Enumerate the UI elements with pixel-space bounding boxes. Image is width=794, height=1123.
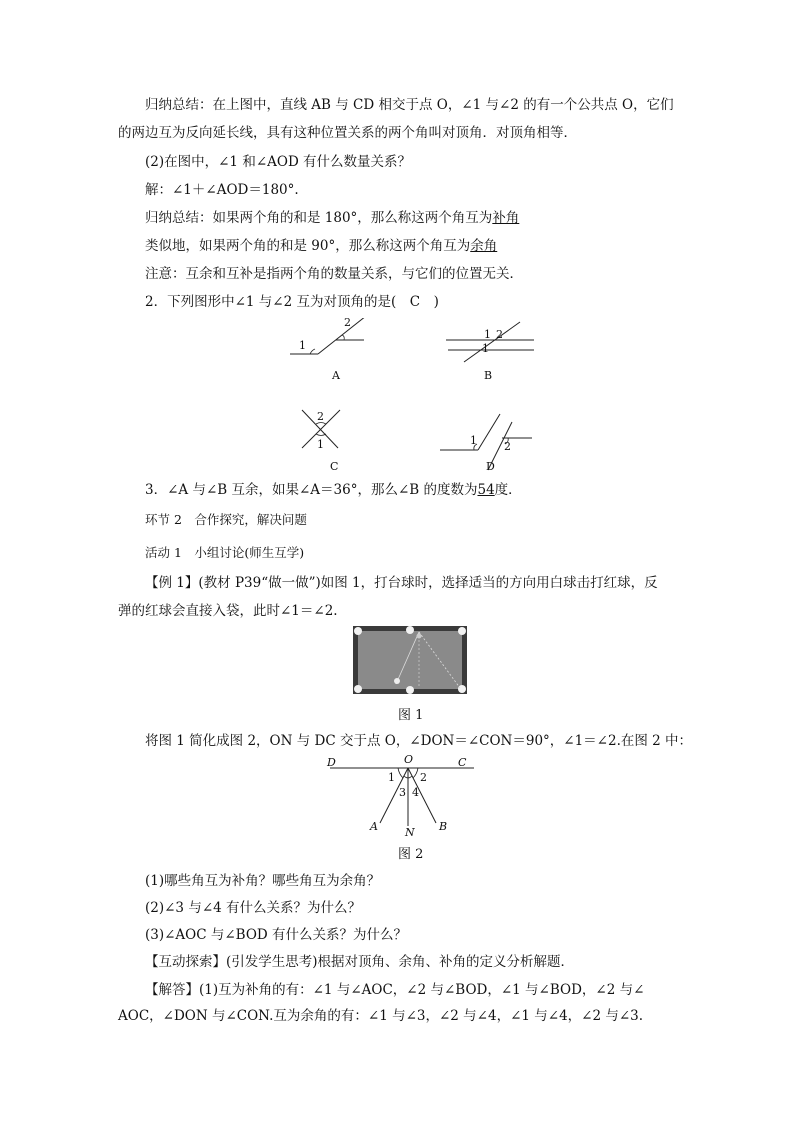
example-1-line2: 弹的红球会直接入袋，此时∠1＝∠2.	[118, 603, 338, 619]
figure-b-label-2: 2	[496, 328, 503, 341]
figure-2-label-b: B	[439, 820, 448, 833]
complementary-definition-text: 类似地，如果两个角的和是 90°，那么称这两个角互为	[145, 238, 471, 254]
supplementary-definition	[145, 208, 519, 228]
figure-a-label-2: 2	[344, 316, 351, 329]
example-1-line1: 【例 1】(教材 P39“做一做”)如图 1，打台球时，选择适当的方向用白球击打红球，反	[145, 575, 658, 591]
figure-2-label-3: 3	[399, 786, 406, 799]
figure-1-billiard-table	[353, 626, 467, 694]
note-text: 注意：互余和互补是指两个角的数量关系，与它们的位置无关．	[145, 266, 523, 282]
figure-2-label-c: C	[458, 756, 467, 769]
figure-d-label-1: 1	[470, 434, 477, 447]
question-3	[145, 480, 522, 500]
simplify-text: 将图 1 简化成图 2，ON 与 DC 交于点 O，∠DON＝∠CON＝90°，∠1＝∠2.在图 2 中：	[145, 733, 693, 749]
figure-2-label-a: A	[370, 820, 378, 833]
figure-2-caption: 图 2	[398, 847, 424, 862]
figure-2-label-4: 4	[412, 786, 419, 799]
summary-paragraph-line1: 归纳总结：在上图中，直线 AB 与 CD 相交于点 O，∠1 与∠2 的有一个公共点 O，它们	[145, 97, 674, 113]
answer-line1: 【解答】(1)互为补角的有：∠1 与∠AOC，∠2 与∠BOD，∠1 与∠BOD，∠2 与∠	[145, 982, 645, 998]
figure-b-label-1: 1	[484, 328, 491, 341]
figure-b-caption: B	[484, 369, 493, 382]
figure-2-label-o: O	[404, 753, 414, 766]
figure-c-caption: C	[330, 460, 339, 473]
figure-2-label-2: 2	[420, 771, 427, 784]
figure-d-label-2: 2	[504, 440, 511, 453]
question-3-text: 3．∠A 与∠B 互余，如果∠A＝36°，那么∠B 的度数为	[145, 482, 478, 498]
complementary-definition	[145, 236, 497, 256]
figure-2-label-n: N	[405, 826, 415, 839]
complementary-term: 余角	[470, 238, 498, 254]
question-2-text: (2)在图中，∠1 和∠AOD 有什么数量关系？	[145, 154, 412, 170]
section-title: 环节 2 合作探究，解决问题	[145, 512, 307, 527]
figure-c-label-1: 1	[317, 438, 324, 451]
choice-figures	[288, 318, 536, 476]
interactive-exploration: 【互动探索】(引发学生思考)根据对顶角、余角、补角的定义分析解题．	[145, 954, 575, 970]
question-2-choice: 2．下列图形中∠1 与∠2 互为对顶角的是( C )	[145, 294, 439, 310]
figure-d-caption: D	[486, 460, 495, 473]
sub-question-2: (2)∠3 与∠4 有什么关系？为什么？	[145, 900, 362, 916]
activity-title: 活动 1 小组讨论(师生互学)	[145, 545, 305, 560]
choice-figures-svg	[288, 318, 536, 476]
question-3-suffix: 度．	[494, 482, 522, 498]
figure-c-label-2: 2	[317, 410, 324, 423]
supplementary-term: 补角	[492, 210, 520, 226]
summary-paragraph-line2: 的两边互为反向延长线，具有这种位置关系的两个角叫对顶角．对顶角相等．	[118, 125, 577, 141]
figure-2-label-d: D	[327, 756, 336, 769]
sub-question-1: (1)哪些角互为补角？哪些角互为余角？	[145, 873, 381, 889]
supplementary-definition-text: 归纳总结：如果两个角的和是 180°，那么称这两个角互为	[145, 210, 493, 226]
billiard-table-svg	[353, 626, 467, 694]
figure-2-label-1: 1	[388, 771, 395, 784]
figure-a-label-1: 1	[299, 339, 306, 352]
sub-question-3: (3)∠AOC 与∠BOD 有什么关系？为什么？	[145, 927, 408, 943]
question-2-answer: 解：∠1＋∠AOD＝180°.	[145, 182, 299, 198]
figure-1-caption: 图 1	[398, 708, 424, 723]
figure-b-label-1-lower: 1	[482, 342, 489, 355]
question-3-answer: 54	[477, 482, 495, 498]
figure-a-caption: A	[332, 369, 340, 382]
answer-line2: AOC，∠DON 与∠CON.互为余角的有：∠1 与∠3，∠2 与∠4，∠1 与∠4，∠2 与∠3.	[118, 1008, 644, 1024]
